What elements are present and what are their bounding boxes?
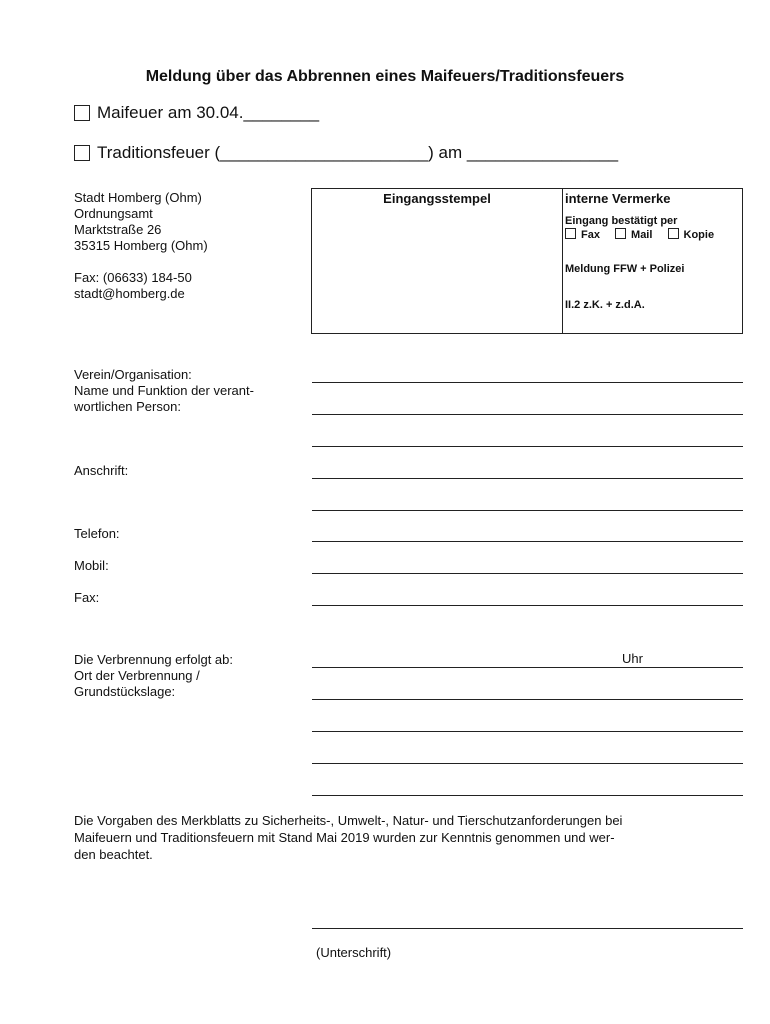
address-input-line[interactable]: [312, 478, 743, 479]
phone-input-line[interactable]: [312, 541, 743, 542]
burn-place-input-line[interactable]: [312, 699, 743, 700]
address-city: Stadt Homberg (Ohm): [74, 190, 202, 205]
maifeuer-checkbox[interactable]: [74, 105, 90, 121]
burn-place-input-line-3[interactable]: [312, 763, 743, 764]
report-note: Meldung FFW + Polizei: [565, 263, 685, 275]
stamp-table: [311, 188, 743, 334]
address-fax: Fax: (06633) 184-50: [74, 270, 192, 285]
fax-option-label: Fax: [581, 229, 600, 241]
maifeuer-option[interactable]: [74, 103, 319, 123]
stamp-cell: [312, 189, 563, 334]
phone-label: Telefon:: [74, 526, 120, 541]
address-label: Anschrift:: [74, 463, 129, 478]
address-office: Ordnungsamt: [74, 206, 153, 221]
address-postal: 35315 Homberg (Ohm): [74, 238, 208, 253]
page-title: Meldung über das Abbrennen eines Maifeuers/Traditionsfeuers: [145, 68, 625, 85]
acknowledgement-text: [74, 812, 744, 863]
address-email: stadt@homberg.de: [74, 286, 185, 301]
copy-checkbox[interactable]: [668, 228, 679, 239]
person-input-line-2[interactable]: [312, 446, 743, 447]
internal-heading: interne Vermerke: [565, 191, 671, 206]
address-street: Marktstraße 26: [74, 222, 162, 237]
uhr-label: Uhr: [622, 651, 643, 666]
filing-note: II.2 z.K. + z.d.A.: [565, 299, 645, 311]
person-label-1: Name und Funktion der verant-: [74, 383, 254, 398]
traditionsfeuer-label: Traditionsfeuer (______________________) am ________________: [97, 143, 619, 162]
confirmed-label: Eingang bestätigt per: [565, 215, 678, 227]
fax-label: Fax:: [74, 590, 100, 605]
acknowledgement-line-2: Maifeuern und Traditionsfeuern mit Stand Mai 2019 wurden zur Kenntnis genommen und wer-: [74, 830, 615, 845]
signature-label: (Unterschrift): [316, 945, 392, 960]
burn-place-label-2: Grundstückslage:: [74, 684, 176, 699]
org-input-line[interactable]: [312, 382, 743, 383]
person-input-line[interactable]: [312, 414, 743, 415]
copy-option-label: Kopie: [683, 229, 715, 241]
acknowledgement-line-1: Die Vorgaben des Merkblatts zu Sicherheits-, Umwelt-, Natur- und Tierschutzanforderungen bei: [74, 813, 623, 828]
internal-notes-cell: [563, 189, 743, 334]
stamp-heading: Eingangsstempel: [383, 191, 491, 206]
address-block: [74, 190, 208, 302]
burn-place-input-line-4[interactable]: [312, 795, 743, 796]
maifeuer-label: Maifeuer am 30.04.________: [97, 103, 320, 122]
address-input-line-2[interactable]: [312, 510, 743, 511]
burn-place-input-line-2[interactable]: [312, 731, 743, 732]
acknowledgement-line-3: den beachtet.: [74, 847, 153, 862]
burn-place-label-1: Ort der Verbrennung /: [74, 668, 200, 683]
confirm-options: [563, 228, 742, 241]
burn-time-label: Die Verbrennung erfolgt ab:: [74, 652, 233, 667]
burn-time-input-line[interactable]: [312, 667, 743, 668]
mail-option-label: Mail: [631, 229, 653, 241]
org-label: Verein/Organisation:: [74, 367, 192, 382]
person-label-2: wortlichen Person:: [74, 399, 181, 414]
traditionsfeuer-option[interactable]: [74, 143, 618, 163]
fax-input-line[interactable]: [312, 605, 743, 606]
mobile-input-line[interactable]: [312, 573, 743, 574]
mobile-label: Mobil:: [74, 558, 109, 573]
traditionsfeuer-checkbox[interactable]: [74, 145, 90, 161]
mail-checkbox[interactable]: [615, 228, 626, 239]
signature-line[interactable]: [312, 928, 743, 929]
fax-checkbox[interactable]: [565, 228, 576, 239]
